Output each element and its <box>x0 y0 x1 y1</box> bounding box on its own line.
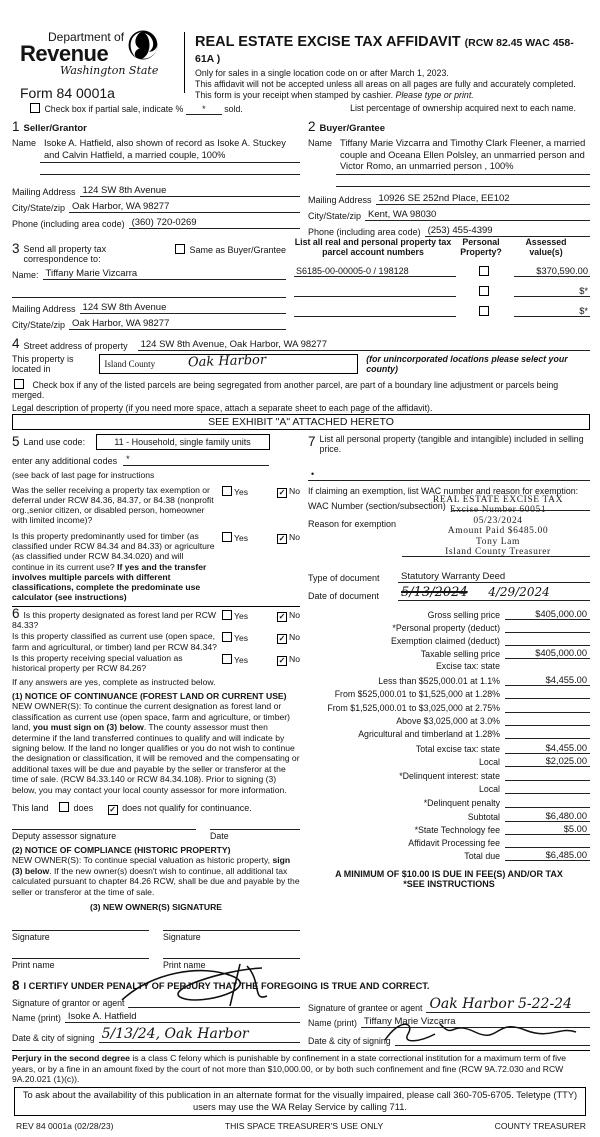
compliance-body: NEW OWNER(S): To continue special valuation as historic property, sign (3) below. If the new owner(s) doesn't wish to continue, all additional tax calculated pursuant to chapter 84.26 RCW, shall be due and payable by the seller or transferor at the time of sale. <box>12 855 300 897</box>
corr-city-label: City/State/zip <box>12 319 66 330</box>
grantor-name-label: Name (print) <box>12 1013 61 1024</box>
section8-number: 8 <box>12 978 20 994</box>
tier3-tax-field[interactable] <box>505 702 590 713</box>
parcel-row <box>294 306 590 317</box>
parcel-number-field[interactable] <box>294 296 456 297</box>
section3-number: 3 <box>12 240 20 256</box>
owner-print-name-line-2[interactable]: Print name <box>163 958 300 970</box>
does-not-qualify-checkbox[interactable] <box>108 805 118 815</box>
excise-tax-state-row <box>505 661 590 671</box>
date-of-document-label: Date of document <box>308 590 380 601</box>
street-address-field[interactable]: 124 SW 8th Avenue, Oak Harbor, WA 98277 <box>138 339 590 351</box>
section1-title: Seller/Grantor <box>23 123 87 134</box>
section4-number: 4 <box>12 335 20 351</box>
buyer-phone-field[interactable]: (253) 455-4399 <box>425 225 590 237</box>
buyer-city-label: City/State/zip <box>308 210 362 221</box>
continuance-title: (1) NOTICE OF CONTINUANCE (FOREST LAND OR CURRENT USE) <box>12 690 287 701</box>
legal-description-label: Legal description of property (if you need more space, attach a separate sheet to each page of the affidavit). <box>12 402 433 413</box>
dor-swirl-logo-icon <box>126 28 160 64</box>
seller-phone-field[interactable]: (360) 720-0269 <box>129 217 300 229</box>
tier2-tax-field[interactable] <box>505 688 590 699</box>
taxable-selling-price-field[interactable]: $405,000.00 <box>505 648 590 659</box>
seller-mailing-label: Mailing Address <box>12 187 76 197</box>
header-divider <box>184 32 185 93</box>
subtitle-line2: This affidavit will not be accepted unless all areas on all pages are fully and accurately completed. <box>195 79 576 89</box>
buyer-grantee-section <box>308 119 590 237</box>
segregated-label: Check box if any of the listed parcels are being segregated from another parcel, are part of a boundary line adjustment or parcels being merged. <box>12 379 559 400</box>
dept-of-label: Department of <box>48 30 125 44</box>
unincorporated-note: (for unincorporated locations please select your county) <box>366 353 568 374</box>
section2-number: 2 <box>308 119 316 134</box>
assessed-value-field[interactable]: $* <box>514 306 590 317</box>
tier1-tax-field[interactable]: $4,455.00 <box>505 675 590 686</box>
q5-no-checkbox[interactable] <box>277 656 287 666</box>
form-title: REAL ESTATE EXCISE TAX AFFIDAVIT (RCW 82.45 WAC 458-61A ) <box>195 34 574 65</box>
see-back-note: (see back of last page for instructions <box>12 469 155 480</box>
delinquent-interest-local-field[interactable] <box>505 783 590 794</box>
q1-no-checkbox[interactable] <box>277 488 287 498</box>
form-title-rcw: (RCW 82.45 WAC 458-61A ) <box>195 37 574 65</box>
subtitle-line3: This form is your receipt when stamped by cashier. Please type or print. <box>195 90 474 100</box>
continuance-body: NEW OWNER(S): To continue the current designation as forest land or classification as current use (open space, farm and agriculture, or timber) land, you must sign on (3) below. The county assessor must then determine if the land transferred continues to qualify and will indicate by signing below. If the land no longer qualifies or you do not wish to continue the designation or classification, it will be removed and the compensating or additional taxes will be due and payable by the seller or transferor at the time of sale. (RCW 84.33.140 or RCW 84.34.108). Prior to signing (3) below, you may contact your local county assessor for more information. <box>12 701 300 795</box>
type-or-print-note: Please type or print. <box>395 90 474 100</box>
certification-section <box>12 978 590 1046</box>
land-use-label: Land use code: <box>23 436 86 447</box>
affidavit-processing-fee-field[interactable] <box>505 837 590 848</box>
subtitle-line1: Only for sales in a single location code on or after March 1, 2023. <box>195 68 449 78</box>
parcel-table <box>294 235 590 330</box>
grantor-signature-label: Signature of grantor or agent <box>12 998 125 1009</box>
grantee-signature-label: Signature of grantee or agent <box>308 1003 423 1014</box>
land-use-section <box>12 434 300 450</box>
wac-number-label: WAC Number (section/subsection) <box>308 500 446 511</box>
exemption-note: If claiming an exemption, list WAC number and reason for exemption: <box>308 485 579 496</box>
owner-print-name-line-1[interactable]: Print name <box>12 958 149 970</box>
parcel-row <box>294 286 590 297</box>
financial-table: Gross selling price $405,000.00 *Personal property (deduct) Exemption claimed (deduct) Taxable selling price $405,000.00 Excise tax: state Less than $525,000.01 at 1.1% $4,455.00 From $525,000.01 to $1,525,000 at 1.28% From $1,525,000.01 to $3,025,000 at 2.75% Above $3,025,000 at 3.0% Agricultural and timberland at 1.28% Total excise tax: state $4,455.00 Local $2,025.00 *Delinquent interest: state Local *Delinquent penalty Subtotal $6,480.00 *State Technology fee $5.00 Affidavit Processing fee Total due $6,485.00 <box>308 609 590 862</box>
parcel-col-header: List all real and personal property tax parcel account numbers <box>294 236 452 257</box>
exemption-deferral-question: Was the seller receiving a property tax exemption or deferral under RCW 84.36, 84.37, or 84.38 (nonprofit org.,senior citizen, or disabled person, homeowner with limited income)? Yes ✓ No <box>12 485 300 526</box>
owner-signature-line-2[interactable]: Signature <box>163 930 300 942</box>
section6-divider <box>12 606 300 607</box>
partial-sale-label: Check box if partial sale, indicate % <box>44 104 184 114</box>
ownership-percentage-note: List percentage of ownership acquired next to each name. <box>350 103 576 113</box>
deputy-date-line[interactable]: Date <box>210 829 300 841</box>
revenue-label: Revenue <box>20 41 109 66</box>
corr-extra-line[interactable] <box>12 286 286 298</box>
assessed-value-col-header: Assessed value(s) <box>525 236 567 257</box>
new-owners-signature-title: (3) NEW OWNER(S) SIGNATURE <box>89 902 223 913</box>
type-of-document-field[interactable]: Statutory Warranty Deed <box>398 571 590 583</box>
parcel-row <box>294 266 590 277</box>
parcel-number-field[interactable] <box>294 316 456 317</box>
seller-name-label: Name <box>12 138 37 148</box>
q4-yes-checkbox[interactable] <box>222 632 232 642</box>
delinquent-penalty-field[interactable] <box>505 797 590 808</box>
partial-sale-percent-field[interactable]: * <box>186 104 222 115</box>
form-header <box>12 28 590 101</box>
total-due-field[interactable]: $6,485.00 <box>505 850 590 861</box>
seller-phone-label: Phone (including area code) <box>12 219 125 229</box>
total-excise-state-field[interactable]: $4,455.00 <box>505 743 590 754</box>
buyer-mailing-field[interactable]: 10926 SE 252nd Place, EE102 <box>376 193 590 205</box>
seller-name-extra-line[interactable] <box>40 163 300 175</box>
total-excise-local-field[interactable]: $2,025.00 <box>505 756 590 767</box>
assessed-value-field[interactable]: $* <box>514 286 590 297</box>
grantee-date-field[interactable] <box>395 1031 590 1046</box>
continuance-qualify-row: This land does ✓ does not qualify for continuance. <box>12 802 300 815</box>
q3-no-checkbox[interactable] <box>277 612 287 622</box>
county-value: Island County <box>104 358 156 369</box>
section1-number: 1 <box>12 119 20 134</box>
grantor-date-label: Date & city of signing <box>12 1033 95 1044</box>
washington-state-label: Washington State <box>60 64 159 77</box>
legal-description-field[interactable]: SEE EXHIBIT "A" ATTACHED HERETO <box>12 414 590 430</box>
footer-county-treasurer: COUNTY TREASURER <box>494 1121 586 1132</box>
seller-name-field[interactable]: Isoke A. Hatfield, also shown of record as Isoke A. Stuckey and Calvin Hatfield, a married couple, 100% <box>40 138 300 163</box>
section3-title: Send all property tax correspondence to: <box>23 243 107 264</box>
section2-title: Buyer/Grantee <box>319 123 385 134</box>
deputy-assessor-signature-line[interactable]: Deputy assessor signature <box>12 829 196 841</box>
county-handwritten: Oak Harbor <box>188 352 267 370</box>
footer-rev: REV 84 0001a (02/28/23) <box>16 1121 114 1132</box>
q3-yes-checkbox[interactable] <box>222 610 232 620</box>
grantee-signature-field[interactable]: Oak Harbor 5-22-24 <box>426 996 590 1013</box>
parcel-number-field[interactable]: S6185-00-00005-0 / 198128 <box>294 266 456 277</box>
same-as-buyer-checkbox[interactable] <box>175 244 185 254</box>
segregated-checkbox[interactable] <box>14 379 24 389</box>
buyer-name-extra-line[interactable] <box>336 175 590 187</box>
subtotal-field[interactable]: $6,480.00 <box>505 811 590 822</box>
grantee-name-field[interactable]: Tiffany Marie Vizcarra <box>361 1016 590 1028</box>
exemption-claimed-field[interactable] <box>505 635 590 646</box>
buyer-city-field[interactable]: Kent, WA 98030 <box>365 209 590 221</box>
county-box[interactable] <box>99 354 358 374</box>
buyer-name-label: Name <box>308 138 333 148</box>
historic-property-question: Is this property receiving special valuation as historical property per RCW 84.26? Yes ✓ No <box>12 653 300 674</box>
corr-name-field[interactable]: Tiffany Marie Vizcarra <box>43 268 286 280</box>
personal-property-deduct-field[interactable] <box>505 622 590 633</box>
property-address-section <box>12 336 590 430</box>
section7-number: 7 <box>308 433 316 449</box>
delinquent-interest-state-field[interactable] <box>505 770 590 781</box>
form-footer <box>12 1121 590 1131</box>
personal-property-section <box>308 434 590 481</box>
if-yes-note: If any answers are yes, complete as instructed below. <box>12 676 216 687</box>
date-handwritten: 4/29/2024 <box>488 584 550 599</box>
grantor-signature-field[interactable] <box>128 996 300 1008</box>
corr-city-field[interactable]: Oak Harbor, WA 98277 <box>69 318 286 330</box>
q2-yes-checkbox[interactable] <box>222 532 232 542</box>
reason-exemption-label: Reason for exemption <box>308 518 397 529</box>
grantor-date-field[interactable]: 5/13/24, Oak Harbor <box>99 1026 300 1043</box>
q5-yes-checkbox[interactable] <box>222 654 232 664</box>
excise-tax-stamp: REAL ESTATE EXCISE TAX Excise Number 60051 05/23/2024 Amount Paid $6485.00 Tony Lam Island County Treasurer <box>432 494 564 557</box>
buyer-phone-label: Phone (including area code) <box>308 226 421 237</box>
located-in-label: This property is located in <box>12 353 74 374</box>
timber-agriculture-question: Is this property predominantly used for timber (as classified under RCW 84.34 and 84.33) or agriculture (as classified under RCW 84.34.020) and will continue in its current use? If yes and the transfer involves multiple parcels with different classifications, complete the predominate use calculator (see instructions) Yes ✓ No <box>12 531 300 603</box>
tax-correspondence-section <box>12 241 294 330</box>
personal-property-checkbox-2[interactable] <box>479 286 489 296</box>
state-technology-fee-field[interactable]: $5.00 <box>505 824 590 835</box>
personal-property-label: List all personal property (tangible and intangible) included in selling price. <box>319 433 584 454</box>
street-address-label: Street address of property <box>23 340 128 351</box>
owner-signature-line-1[interactable]: Signature <box>12 930 149 942</box>
wac-exemption-block <box>308 494 590 563</box>
partial-sale-suffix: sold. <box>224 104 243 114</box>
seller-mailing-field[interactable]: 124 SW 8th Avenue <box>80 185 300 197</box>
date-of-document-field[interactable] <box>398 585 590 601</box>
land-use-code-box[interactable]: 11 - Household, single family units <box>96 434 270 450</box>
partial-sale-checkbox[interactable] <box>30 103 40 113</box>
personal-property-checkbox-3[interactable] <box>479 306 489 316</box>
section6-number: 6 <box>12 605 20 621</box>
personal-property-field[interactable]: • <box>308 469 590 481</box>
personal-property-col-header: Personal Property? <box>460 236 502 257</box>
accessibility-notice: To ask about the availability of this publication in an alternate format for the visually impaired, please call 360-705-6705. Teletype (TTY) users may use the WA Relay Service by calling 711. <box>14 1087 586 1116</box>
additional-codes-label: enter any additional codes <box>12 455 118 466</box>
buyer-mailing-label: Mailing Address <box>308 194 372 205</box>
personal-property-checkbox-1[interactable] <box>479 266 489 276</box>
agricultural-tax-field[interactable] <box>505 728 590 739</box>
section5-number: 5 <box>12 434 20 449</box>
corr-mailing-label: Mailing Address <box>12 303 76 314</box>
grantor-name-field[interactable]: Isoke A. Hatfield <box>65 1011 300 1023</box>
perjury-notice: Perjury in the second degree is a class C felony which is punishable by confinement in a state correctional institution for a maximum term of five years, or by a fine in an amount fixed by the court of not more than $10,000.00, or by both such confinement and fine (RCW 9A.72.030 and RCW 9A.20.021 (1)(c)). <box>12 1050 590 1084</box>
same-as-buyer-label: Same as Buyer/Grantee <box>189 244 286 255</box>
dor-logo-block <box>12 28 180 101</box>
forest-land-question: 6 Is this property designated as forest land per RCW 84.33? Yes ✓ No <box>12 609 300 631</box>
grantee-name-label: Name (print) <box>308 1018 357 1029</box>
seller-city-label: City/State/zip <box>12 203 66 213</box>
q4-no-checkbox[interactable] <box>277 634 287 644</box>
does-qualify-checkbox[interactable] <box>59 802 69 812</box>
assessed-value-field[interactable]: $370,590.00 <box>514 266 590 277</box>
current-use-question: Is this property classified as current use (open space, farm and agricultural, or timber) land per RCW 84.34? Yes ✓ No <box>12 631 300 652</box>
partial-sale-row <box>30 103 243 115</box>
type-of-document-label: Type of document <box>308 572 380 583</box>
seller-grantor-section <box>12 119 308 237</box>
corr-name-label: Name: <box>12 269 39 280</box>
tier4-tax-field[interactable] <box>505 715 590 726</box>
q2-no-checkbox[interactable] <box>277 534 287 544</box>
seller-city-field[interactable]: Oak Harbor, WA 98277 <box>69 201 300 213</box>
buyer-name-field[interactable]: Tiffany Marie Vizcarra and Timothy Clark Fleener, a married couple and Oceana Ellen Polsley, an unmarried person and Victor Romo, an unmarried person , 100% <box>336 138 590 175</box>
corr-mailing-field[interactable]: 124 SW 8th Avenue <box>80 302 286 314</box>
q1-yes-checkbox[interactable] <box>222 486 232 496</box>
section8-title: I CERTIFY UNDER PENALTY OF PERJURY THAT THE FOREGOING IS TRUE AND CORRECT. <box>23 981 430 992</box>
date-struck-handwritten: 5/13/2024 <box>401 584 468 600</box>
form-number: Form 84 0001a <box>20 85 115 101</box>
minimum-fee-note: A MINIMUM OF $10.00 IS DUE IN FEE(S) AND/OR TAX *SEE INSTRUCTIONS <box>335 869 563 890</box>
grantee-date-label: Date & city of signing <box>308 1036 391 1047</box>
additional-codes-field[interactable]: * <box>123 454 269 466</box>
compliance-title: (2) NOTICE OF COMPLIANCE (HISTORIC PROPERTY) <box>12 845 231 856</box>
gross-selling-price-field[interactable]: $405,000.00 <box>505 609 590 620</box>
footer-treasurer-use: THIS SPACE TREASURER'S USE ONLY <box>224 1121 384 1132</box>
